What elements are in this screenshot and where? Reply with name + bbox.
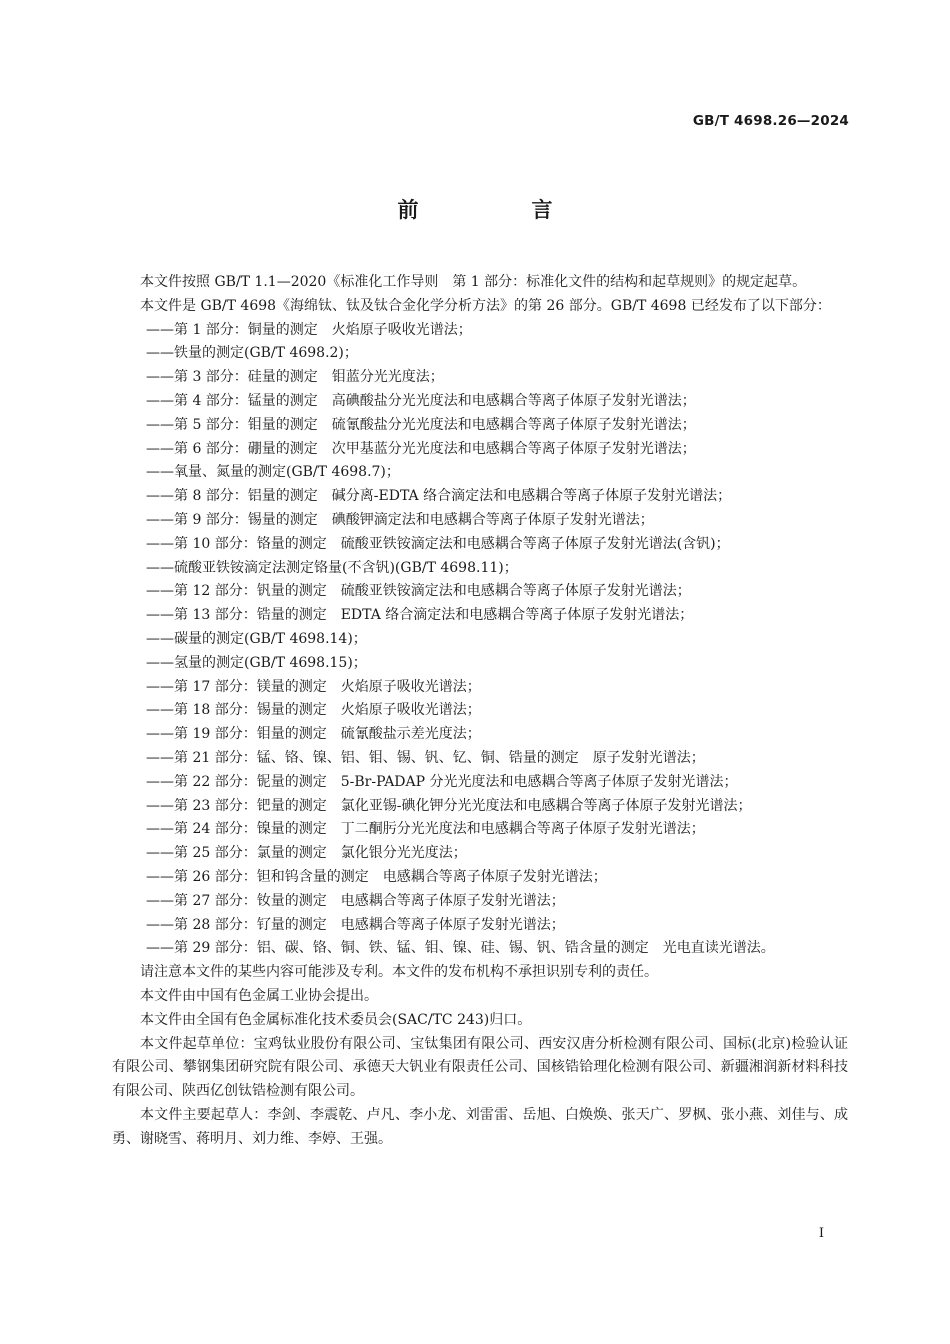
list-item: ——第 24 部分：镍量的测定 丁二酮肟分光光度法和电感耦合等离子体原子发射光谱法； [146, 821, 705, 838]
list-item: ——第 1 部分：铜量的测定 火焰原子吸收光谱法； [146, 321, 472, 338]
list-item: ——第 10 部分：铬量的测定 硫酸亚铁铵滴定法和电感耦合等离子体原子发射光谱法(含钒)； [146, 535, 730, 552]
list-item: ——氢量的测定(GB/T 4698.15)； [146, 654, 367, 671]
page-number: I [818, 1226, 824, 1241]
list-item: ——第 13 部分：锆量的测定 EDTA 络合滴定法和电感耦合等离子体原子发射光谱法； [146, 607, 694, 624]
list-item: ——碳量的测定(GB/T 4698.14)； [146, 630, 367, 647]
standard-number: GB/T 4698.26—2024 [692, 113, 849, 129]
list-item: ——第 4 部分：锰量的测定 高碘酸盐分光光度法和电感耦合等离子体原子发射光谱法； [146, 392, 696, 409]
intro-paragraph: 本文件按照 GB/T 1.1—2020《标准化工作导则 第 1 部分：标准化文件的结构和起草规则》的规定起草。 [140, 274, 807, 290]
list-item: ——第 8 部分：铝量的测定 碱分离-EDTA 络合滴定法和电感耦合等离子体原子发射光谱法； [146, 488, 732, 505]
list-item: ——第 3 部分：硅量的测定 钼蓝分光光度法； [146, 369, 444, 386]
list-item: ——第 17 部分：镁量的测定 火焰原子吸收光谱法； [146, 678, 481, 695]
list-item: ——第 9 部分：锡量的测定 碘酸钾滴定法和电感耦合等离子体原子发射光谱法； [146, 511, 654, 528]
proposer-statement: 本文件由中国有色金属工业协会提出。 [140, 987, 378, 1004]
list-item: ——第 23 部分：钯量的测定 氯化亚锡-碘化钾分光光度法和电感耦合等离子体原子发射光谱法； [146, 797, 752, 814]
list-item: ——第 19 部分：钼量的测定 硫氰酸盐示差光度法； [146, 726, 481, 743]
list-item: ——第 5 部分：钼量的测定 硫氰酸盐分光光度法和电感耦合等离子体原子发射光谱法； [146, 416, 696, 433]
list-item: ——第 29 部分：铝、碳、铬、铜、铁、锰、钼、镍、硅、锡、钒、锆含量的测定 光电直读光谱法。 [146, 940, 775, 957]
list-item: ——铁量的测定(GB/T 4698.2)； [146, 345, 358, 362]
document-body [112, 271, 848, 1151]
list-item: ——硫酸亚铁铵滴定法测定铬量(不含钒)(GB/T 4698.11)； [146, 559, 518, 576]
list-item: ——氧量、氮量的测定(GB/T 4698.7)； [146, 464, 400, 481]
list-item: ——第 18 部分：锡量的测定 火焰原子吸收光谱法； [146, 702, 481, 719]
drafting-units: 本文件起草单位：宝鸡钛业股份有限公司、宝钛集团有限公司、西安汉唐分析检测有限公司、国标(北京)检验认证有限公司、攀钢集团研究院有限公司、承德天大钒业有限责任公司、国核锆铪理化检测有限公司、新疆湘润新材料科技有限公司、陕西亿创钛锆检测有限公司。 [112, 1035, 848, 1100]
page-title: 前 言 [397, 198, 599, 222]
parts-list [112, 319, 848, 962]
list-item: ——第 21 部分：锰、铬、镍、铝、钼、锡、钒、钇、铜、锆量的测定 原子发射光谱法； [146, 749, 705, 766]
drafters: 本文件主要起草人：李剑、李震乾、卢凡、李小龙、刘雷雷、岳旭、白焕焕、张天广、罗枫、张小燕、刘佳与、成勇、谢晓雪、蒋明月、刘力维、李婷、王强。 [112, 1106, 848, 1147]
list-item: ——第 26 部分：钽和钨含量的测定 电感耦合等离子体原子发射光谱法； [146, 868, 607, 885]
intro-paragraph: 本文件是 GB/T 4698《海绵钛、钛及钛合金化学分析方法》的第 26 部分。GB/T 4698 已经发布了以下部分： [140, 297, 831, 314]
committee-statement: 本文件由全国有色金属标准化技术委员会(SAC/TC 243)归口。 [140, 1011, 532, 1028]
patent-notice: 请注意本文件的某些内容可能涉及专利。本文件的发布机构不承担识别专利的责任。 [140, 964, 658, 981]
list-item: ——第 27 部分：钕量的测定 电感耦合等离子体原子发射光谱法； [146, 892, 565, 909]
list-item: ——第 6 部分：硼量的测定 次甲基蓝分光光度法和电感耦合等离子体原子发射光谱法； [146, 440, 696, 457]
list-item: ——第 25 部分：氯量的测定 氯化银分光光度法； [146, 845, 467, 862]
list-item: ——第 22 部分：铌量的测定 5-Br-PADAP 分光光度法和电感耦合等离子体原子发射光谱法； [146, 773, 738, 790]
list-item: ——第 28 部分：钌量的测定 电感耦合等离子体原子发射光谱法； [146, 916, 565, 933]
list-item: ——第 12 部分：钒量的测定 硫酸亚铁铵滴定法和电感耦合等离子体原子发射光谱法； [146, 583, 691, 600]
